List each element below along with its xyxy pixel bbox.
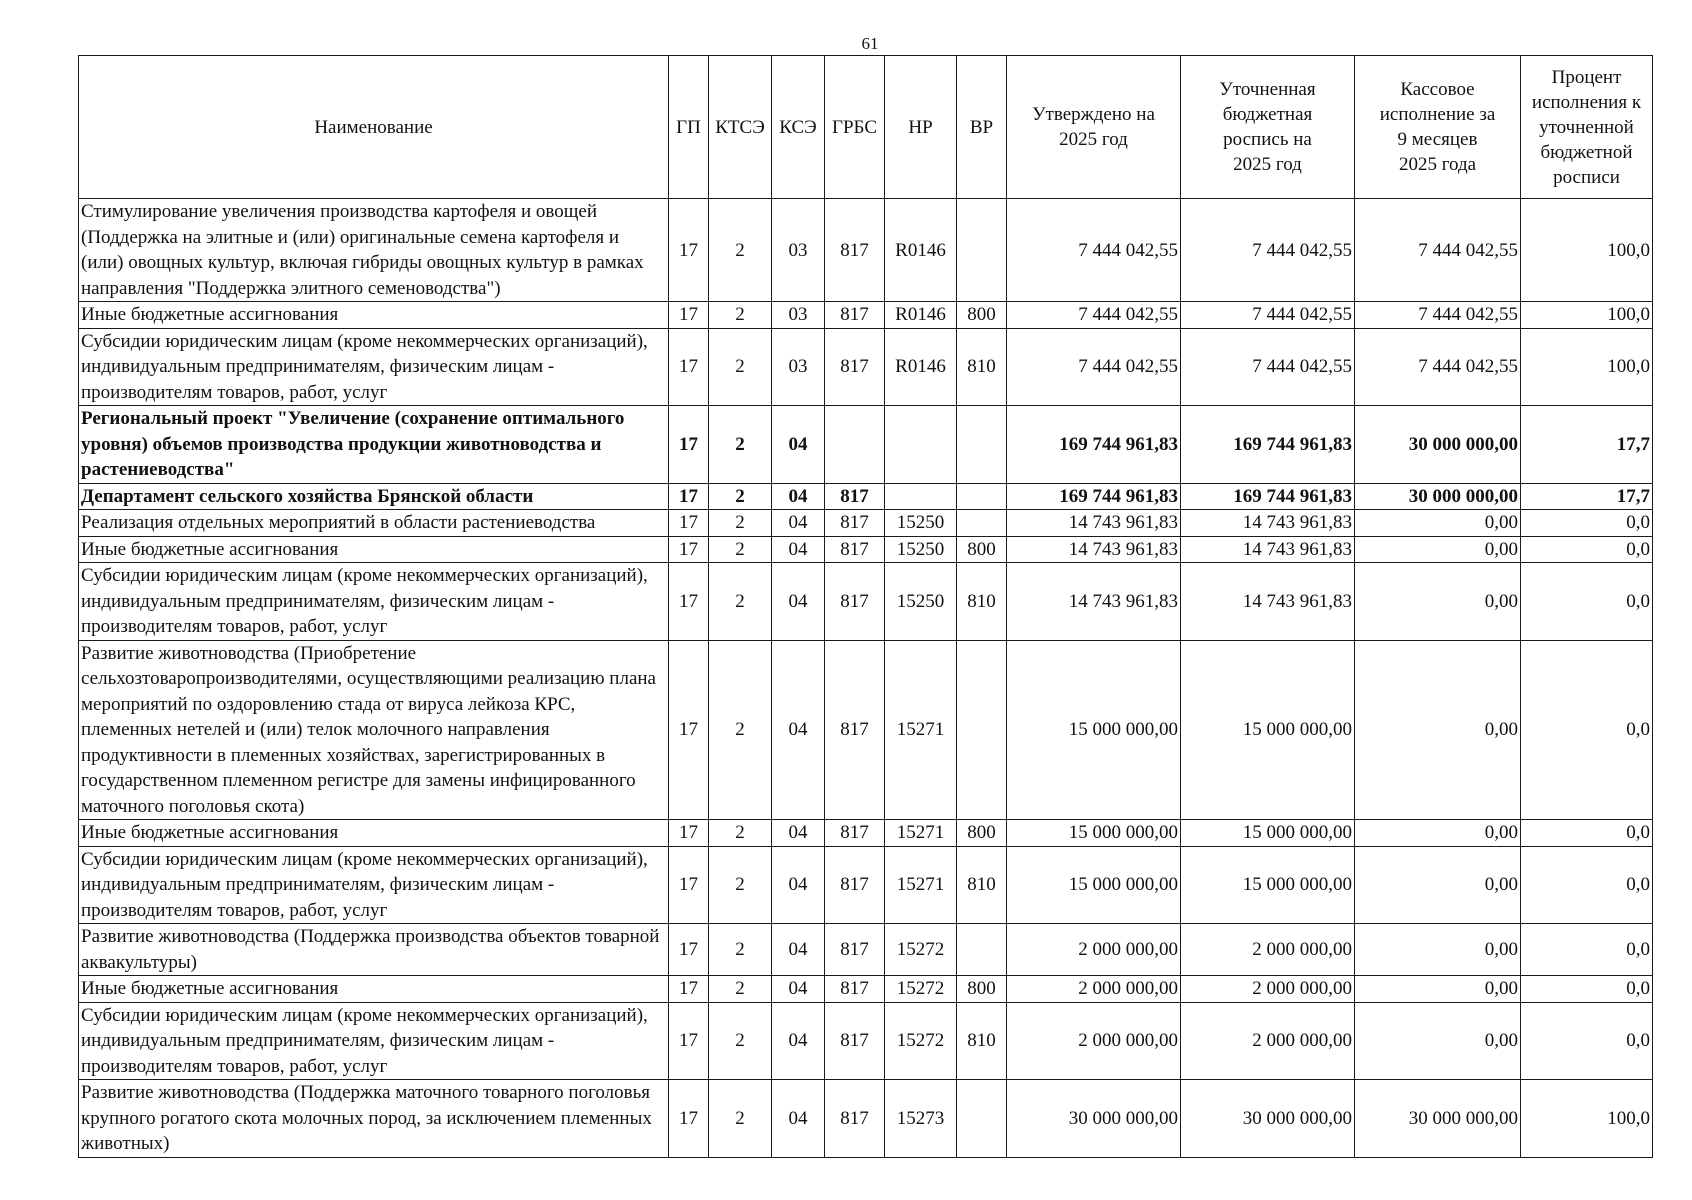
row-name: Развитие животноводства (Поддержка производства объектов товарной аквакультуры) (79, 924, 669, 976)
row-percent: 100,0 (1521, 328, 1653, 406)
row-cash: 30 000 000,00 (1355, 483, 1521, 510)
row-percent: 100,0 (1521, 199, 1653, 302)
row-percent: 0,0 (1521, 1002, 1653, 1080)
table-row (79, 1002, 1653, 1080)
row-ktse: 2 (709, 846, 772, 924)
row-gp: 17 (669, 846, 709, 924)
row-gp: 17 (669, 640, 709, 820)
row-gp: 17 (669, 406, 709, 484)
row-name: Развитие животноводства (Поддержка маточного товарного поголовья крупного рогатого скота молочных пород, за исключением племенных животных) (79, 1080, 669, 1158)
row-name: Региональный проект "Увеличение (сохранение оптимального уровня) объемов производства продукции животноводства и растениеводства" (79, 406, 669, 484)
row-np: 15250 (885, 563, 957, 641)
row-ktse: 2 (709, 1080, 772, 1158)
row-ktse: 2 (709, 924, 772, 976)
row-percent: 0,0 (1521, 510, 1653, 537)
row-ktse: 2 (709, 640, 772, 820)
table-row-department (79, 483, 1653, 510)
row-grbs: 817 (825, 302, 885, 329)
row-cash: 7 444 042,55 (1355, 302, 1521, 329)
row-grbs: 817 (825, 820, 885, 847)
table-row (79, 1080, 1653, 1158)
row-grbs: 817 (825, 1002, 885, 1080)
row-kse: 04 (772, 1080, 825, 1158)
row-gp: 17 (669, 976, 709, 1003)
row-percent: 0,0 (1521, 820, 1653, 847)
row-cash: 0,00 (1355, 510, 1521, 537)
row-kse: 04 (772, 820, 825, 847)
row-vr (957, 406, 1007, 484)
row-name: Иные бюджетные ассигнования (79, 302, 669, 329)
table-row (79, 640, 1653, 820)
row-vr (957, 640, 1007, 820)
row-np: R0146 (885, 328, 957, 406)
row-approved: 14 743 961,83 (1007, 536, 1181, 563)
row-kse: 03 (772, 199, 825, 302)
row-kse: 04 (772, 924, 825, 976)
header-vr: ВР (957, 56, 1007, 199)
row-vr: 800 (957, 302, 1007, 329)
row-refined: 2 000 000,00 (1181, 924, 1355, 976)
row-ktse: 2 (709, 820, 772, 847)
row-refined: 14 743 961,83 (1181, 536, 1355, 563)
row-vr: 800 (957, 820, 1007, 847)
row-np: 15250 (885, 536, 957, 563)
row-name: Развитие животноводства (Приобретение сельхозтоваропроизводителями, осуществляющими реализацию плана мероприятий по оздоровлению стада от вируса лейкоза КРС, племенных нетелей и (или) телок молочного направления продуктивности в племенных хозяйствах, зарегистрированных в государственном племенном регистре для замены инфицированного маточного поголовья скота) (79, 640, 669, 820)
row-ktse: 2 (709, 536, 772, 563)
row-grbs: 817 (825, 563, 885, 641)
row-gp: 17 (669, 510, 709, 537)
row-approved: 14 743 961,83 (1007, 510, 1181, 537)
header-refined: Уточненная бюджетная роспись на 2025 год (1181, 56, 1355, 199)
row-refined: 2 000 000,00 (1181, 1002, 1355, 1080)
row-cash: 0,00 (1355, 976, 1521, 1003)
row-approved: 15 000 000,00 (1007, 820, 1181, 847)
row-grbs: 817 (825, 924, 885, 976)
row-name: Иные бюджетные ассигнования (79, 536, 669, 563)
row-np: 15272 (885, 1002, 957, 1080)
row-vr: 810 (957, 846, 1007, 924)
row-kse: 04 (772, 483, 825, 510)
row-cash: 0,00 (1355, 846, 1521, 924)
row-kse: 04 (772, 640, 825, 820)
row-kse: 04 (772, 846, 825, 924)
row-percent: 100,0 (1521, 302, 1653, 329)
row-grbs: 817 (825, 846, 885, 924)
row-gp: 17 (669, 563, 709, 641)
row-gp: 17 (669, 924, 709, 976)
row-cash: 0,00 (1355, 924, 1521, 976)
row-kse: 03 (772, 328, 825, 406)
table-row (79, 199, 1653, 302)
row-ktse: 2 (709, 976, 772, 1003)
row-gp: 17 (669, 1002, 709, 1080)
row-percent: 0,0 (1521, 976, 1653, 1003)
row-np: 15272 (885, 924, 957, 976)
row-percent: 0,0 (1521, 536, 1653, 563)
row-np: 15271 (885, 820, 957, 847)
row-percent: 17,7 (1521, 483, 1653, 510)
header-gp: ГП (669, 56, 709, 199)
row-approved: 2 000 000,00 (1007, 1002, 1181, 1080)
row-vr (957, 924, 1007, 976)
row-approved: 169 744 961,83 (1007, 483, 1181, 510)
row-approved: 15 000 000,00 (1007, 640, 1181, 820)
row-approved: 2 000 000,00 (1007, 924, 1181, 976)
table-row (79, 302, 1653, 329)
row-gp: 17 (669, 199, 709, 302)
row-ktse: 2 (709, 483, 772, 510)
header-ktse: КТСЭ (709, 56, 772, 199)
row-refined: 169 744 961,83 (1181, 406, 1355, 484)
row-approved: 169 744 961,83 (1007, 406, 1181, 484)
row-cash: 0,00 (1355, 640, 1521, 820)
row-refined: 7 444 042,55 (1181, 328, 1355, 406)
row-vr: 800 (957, 536, 1007, 563)
row-ktse: 2 (709, 302, 772, 329)
row-np: 15271 (885, 846, 957, 924)
table-row (79, 563, 1653, 641)
row-vr (957, 199, 1007, 302)
header-grbs: ГРБС (825, 56, 885, 199)
row-grbs: 817 (825, 536, 885, 563)
table-row (79, 536, 1653, 563)
row-percent: 0,0 (1521, 640, 1653, 820)
row-name: Реализация отдельных мероприятий в области растениеводства (79, 510, 669, 537)
table-row (79, 510, 1653, 537)
row-ktse: 2 (709, 199, 772, 302)
page-number: 61 (861, 34, 879, 53)
row-cash: 30 000 000,00 (1355, 406, 1521, 484)
row-np (885, 483, 957, 510)
row-cash: 0,00 (1355, 536, 1521, 563)
row-ktse: 2 (709, 1002, 772, 1080)
row-name: Иные бюджетные ассигнования (79, 976, 669, 1003)
row-gp: 17 (669, 536, 709, 563)
row-refined: 169 744 961,83 (1181, 483, 1355, 510)
row-gp: 17 (669, 820, 709, 847)
row-cash: 30 000 000,00 (1355, 1080, 1521, 1158)
row-np: R0146 (885, 302, 957, 329)
row-np: 15250 (885, 510, 957, 537)
row-kse: 04 (772, 406, 825, 484)
row-vr (957, 483, 1007, 510)
row-vr (957, 510, 1007, 537)
row-vr (957, 1080, 1007, 1158)
row-refined: 2 000 000,00 (1181, 976, 1355, 1003)
row-gp: 17 (669, 328, 709, 406)
row-approved: 15 000 000,00 (1007, 846, 1181, 924)
row-grbs: 817 (825, 199, 885, 302)
row-approved: 7 444 042,55 (1007, 302, 1181, 329)
row-refined: 15 000 000,00 (1181, 640, 1355, 820)
row-kse: 03 (772, 302, 825, 329)
row-kse: 04 (772, 563, 825, 641)
row-np: 15271 (885, 640, 957, 820)
row-percent: 17,7 (1521, 406, 1653, 484)
table-row (79, 820, 1653, 847)
table-row-project (79, 406, 1653, 484)
row-cash: 0,00 (1355, 1002, 1521, 1080)
row-grbs: 817 (825, 640, 885, 820)
row-refined: 15 000 000,00 (1181, 820, 1355, 847)
row-kse: 04 (772, 1002, 825, 1080)
header-approved: Утверждено на 2025 год (1007, 56, 1181, 199)
row-kse: 04 (772, 976, 825, 1003)
table-row (79, 924, 1653, 976)
header-kse: КСЭ (772, 56, 825, 199)
table-row (79, 976, 1653, 1003)
row-grbs: 817 (825, 976, 885, 1003)
row-cash: 0,00 (1355, 820, 1521, 847)
header-np: НР (885, 56, 957, 199)
row-ktse: 2 (709, 328, 772, 406)
row-grbs: 817 (825, 510, 885, 537)
header-name: Наименование (79, 56, 669, 199)
row-gp: 17 (669, 1080, 709, 1158)
row-approved: 30 000 000,00 (1007, 1080, 1181, 1158)
row-percent: 0,0 (1521, 563, 1653, 641)
row-ktse: 2 (709, 406, 772, 484)
row-np: R0146 (885, 199, 957, 302)
row-name: Субсидии юридическим лицам (кроме некоммерческих организаций), индивидуальным предпринимателям, физическим лицам - производителям товаров, работ, услуг (79, 1002, 669, 1080)
row-grbs: 817 (825, 483, 885, 510)
row-percent: 0,0 (1521, 924, 1653, 976)
row-approved: 7 444 042,55 (1007, 199, 1181, 302)
row-cash: 7 444 042,55 (1355, 328, 1521, 406)
row-percent: 100,0 (1521, 1080, 1653, 1158)
row-gp: 17 (669, 483, 709, 510)
row-vr: 800 (957, 976, 1007, 1003)
row-refined: 7 444 042,55 (1181, 302, 1355, 329)
row-kse: 04 (772, 510, 825, 537)
row-kse: 04 (772, 536, 825, 563)
row-name: Субсидии юридическим лицам (кроме некоммерческих организаций), индивидуальным предпринимателям, физическим лицам - производителям товаров, работ, услуг (79, 328, 669, 406)
table-row (79, 846, 1653, 924)
row-cash: 7 444 042,55 (1355, 199, 1521, 302)
row-grbs: 817 (825, 1080, 885, 1158)
row-vr: 810 (957, 1002, 1007, 1080)
row-vr: 810 (957, 328, 1007, 406)
row-refined: 14 743 961,83 (1181, 510, 1355, 537)
row-np: 15272 (885, 976, 957, 1003)
row-ktse: 2 (709, 510, 772, 537)
row-vr: 810 (957, 563, 1007, 641)
row-ktse: 2 (709, 563, 772, 641)
row-percent: 0,0 (1521, 846, 1653, 924)
row-approved: 14 743 961,83 (1007, 563, 1181, 641)
table-row (79, 328, 1653, 406)
row-name: Субсидии юридическим лицам (кроме некоммерческих организаций), индивидуальным предпринимателям, физическим лицам - производителям товаров, работ, услуг (79, 563, 669, 641)
table-header-row (79, 56, 1653, 199)
row-grbs (825, 406, 885, 484)
row-cash: 0,00 (1355, 563, 1521, 641)
row-np (885, 406, 957, 484)
row-name: Департамент сельского хозяйства Брянской области (79, 483, 669, 510)
row-refined: 30 000 000,00 (1181, 1080, 1355, 1158)
row-refined: 7 444 042,55 (1181, 199, 1355, 302)
header-percent: Процент исполнения к уточненной бюджетной росписи (1521, 56, 1653, 199)
row-refined: 15 000 000,00 (1181, 846, 1355, 924)
row-name: Стимулирование увеличения производства картофеля и овощей (Поддержка на элитные и (или) оригинальные семена картофеля и (или) овощных культур, включая гибриды овощных культур в рамках направления "Поддержка элитного семеноводства") (79, 199, 669, 302)
row-approved: 2 000 000,00 (1007, 976, 1181, 1003)
row-grbs: 817 (825, 328, 885, 406)
header-cash: Кассовое исполнение за 9 месяцев 2025 года (1355, 56, 1521, 199)
budget-execution-table (78, 55, 1653, 1158)
row-gp: 17 (669, 302, 709, 329)
row-name: Иные бюджетные ассигнования (79, 820, 669, 847)
row-np: 15273 (885, 1080, 957, 1158)
row-approved: 7 444 042,55 (1007, 328, 1181, 406)
row-name: Субсидии юридическим лицам (кроме некоммерческих организаций), индивидуальным предпринимателям, физическим лицам - производителям товаров, работ, услуг (79, 846, 669, 924)
row-refined: 14 743 961,83 (1181, 563, 1355, 641)
